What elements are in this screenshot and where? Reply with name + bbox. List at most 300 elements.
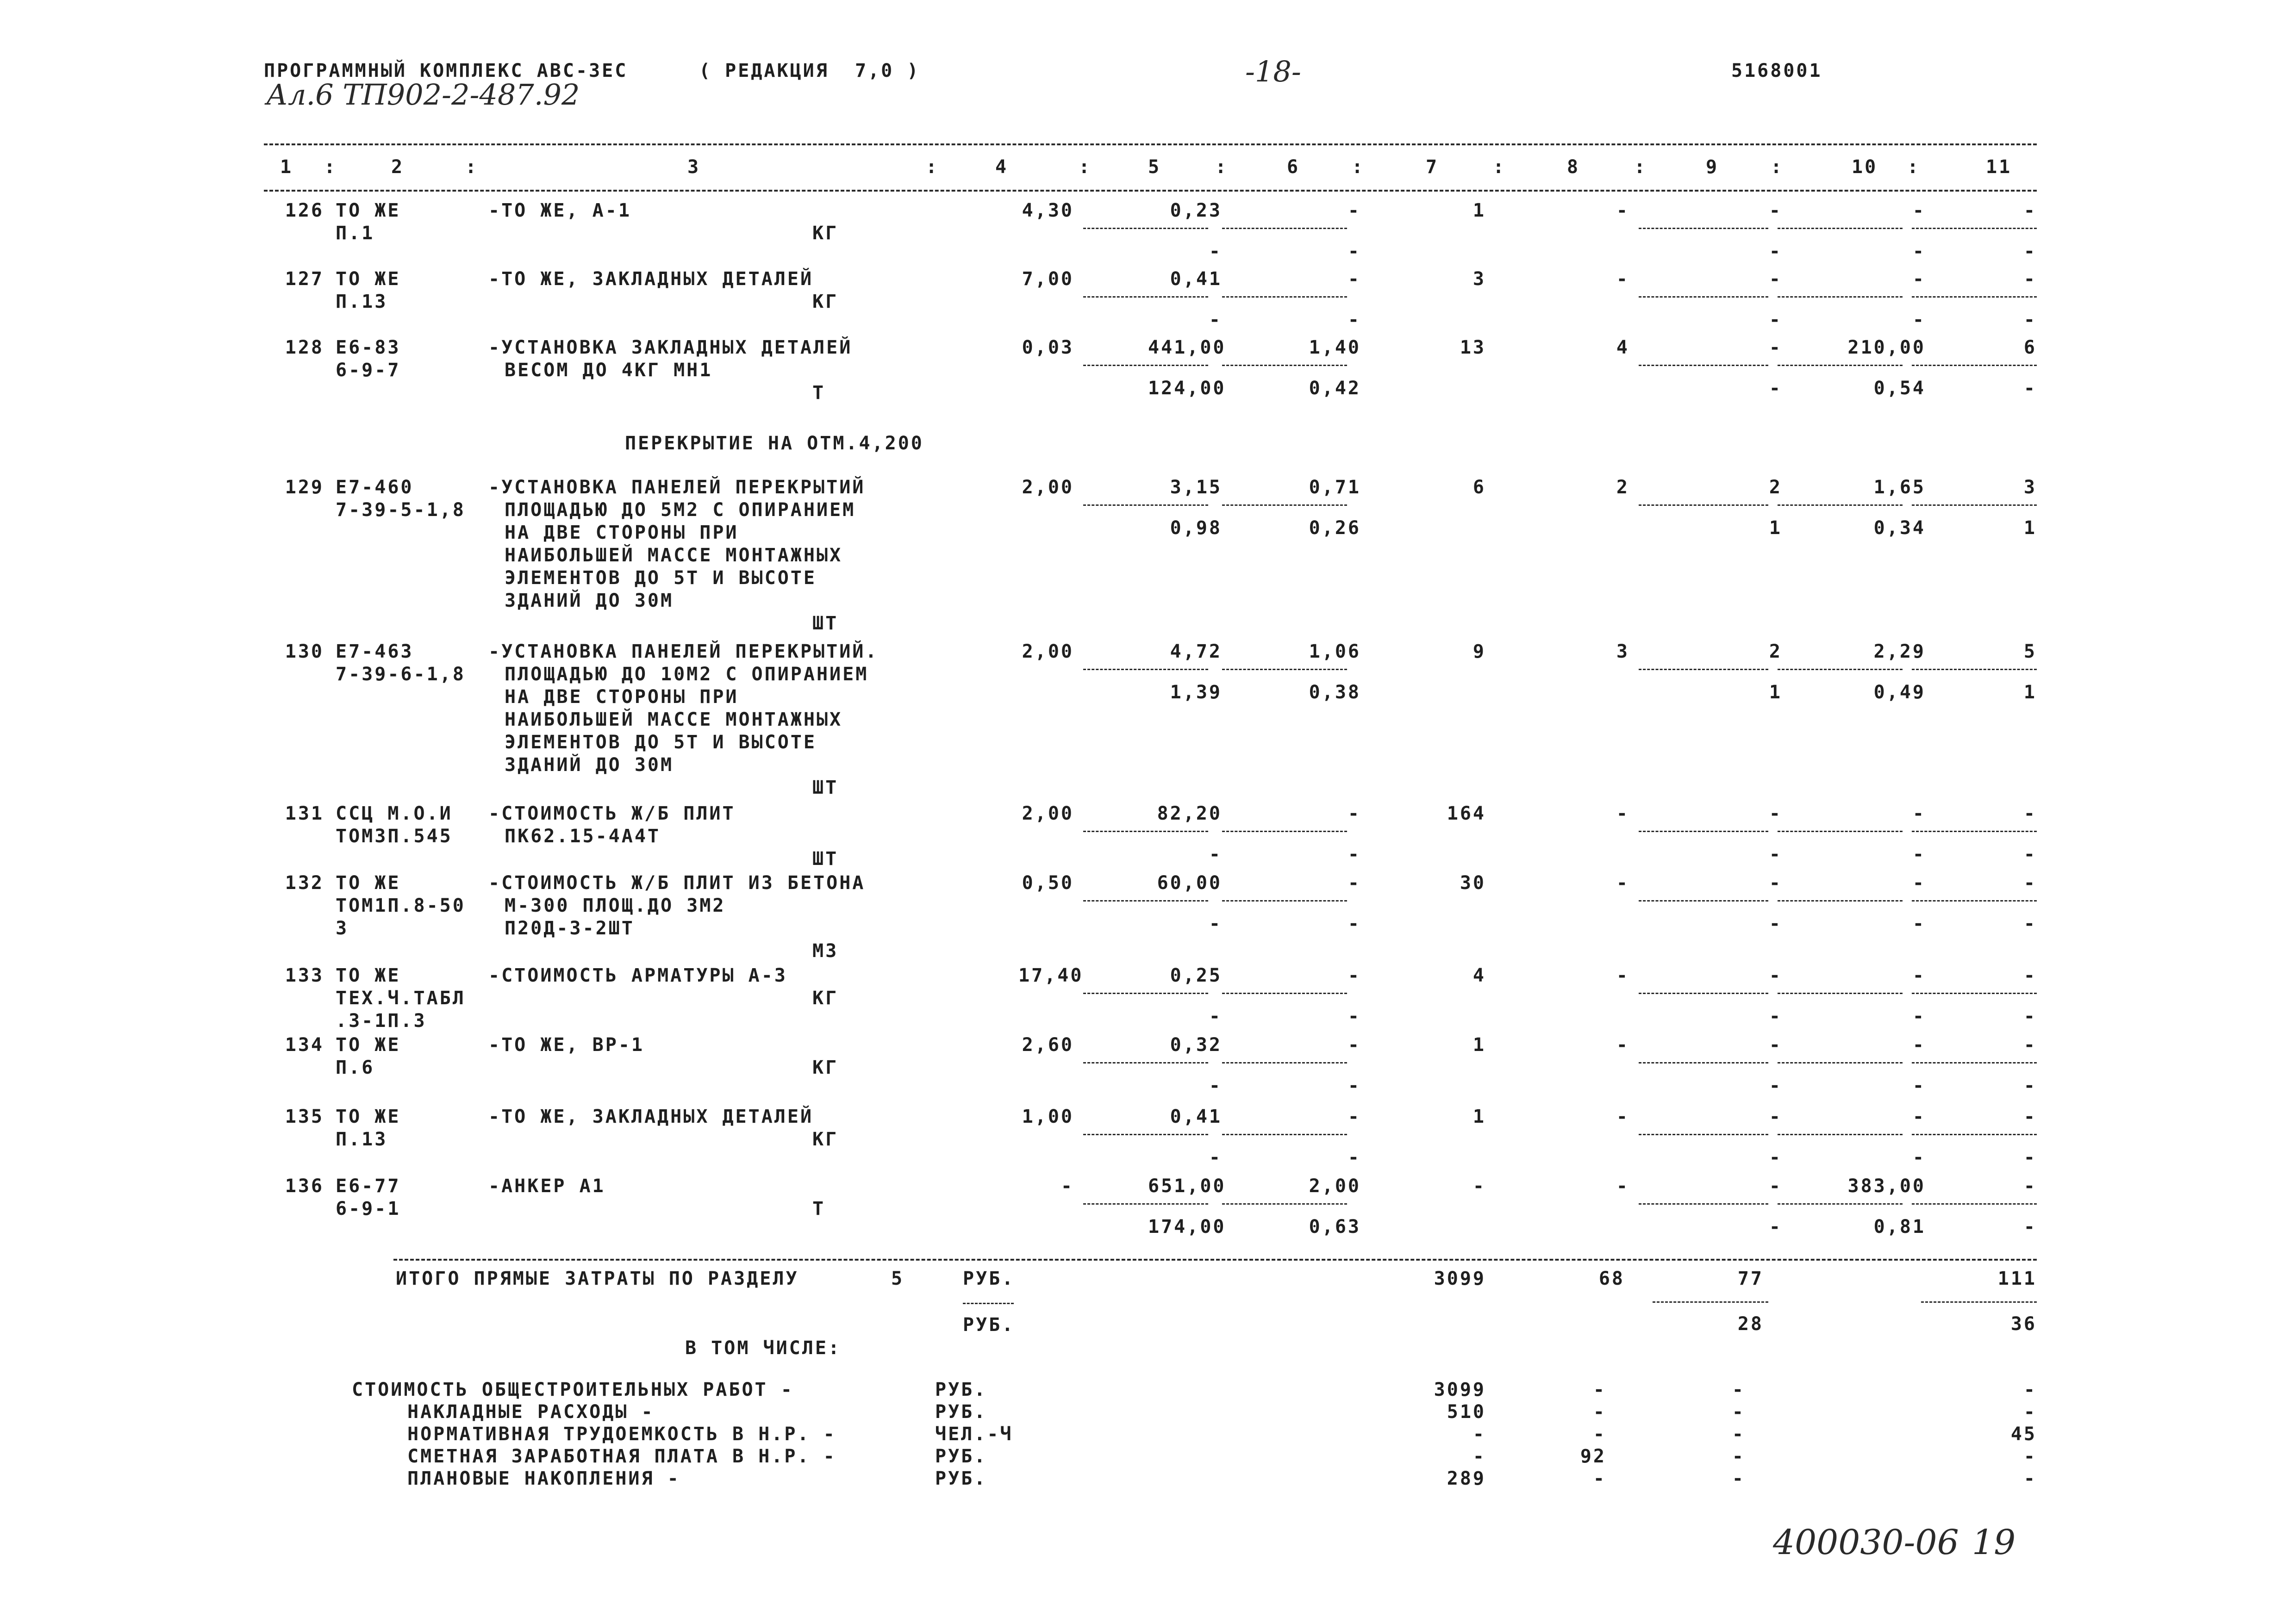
column-header-1: 1: [280, 156, 293, 178]
cell-c11: -: [2023, 1106, 2037, 1127]
stamp-number: 400030-06: [1773, 1523, 1959, 1562]
cell-c7: 30: [1460, 872, 1486, 894]
column-separator: :: [1079, 156, 1092, 178]
column-header-7: 7: [1426, 156, 1439, 178]
value-divider: [1083, 993, 1208, 994]
totals-section: 5: [891, 1268, 905, 1289]
cell-c4: -: [1061, 1175, 1074, 1197]
value-divider: [1912, 1134, 2037, 1135]
norm-code: ССЦ М.О.И: [336, 803, 453, 824]
breakdown-c9: -: [1732, 1379, 1745, 1400]
cell-c6: 0,71: [1309, 477, 1361, 498]
cell-c6b: -: [1348, 1075, 1361, 1096]
work-description: НА ДВЕ СТОРОНЫ ПРИ: [505, 522, 739, 543]
breakdown-c7: 289: [1447, 1468, 1486, 1489]
unit-of-measure: М3: [812, 940, 839, 962]
breakdown-c8: -: [1593, 1401, 1606, 1423]
value-divider: [1912, 228, 2037, 229]
breakdown-c7: -: [1472, 1424, 1486, 1445]
cell-c10: 210,00: [1847, 337, 1926, 358]
norm-code: П.6: [336, 1057, 375, 1078]
handwritten-reference: Ал.6 ТП902-2-487.92: [266, 78, 580, 112]
totals-c9: 77: [1737, 1268, 1764, 1289]
value-divider: [1912, 993, 2037, 994]
row-number: 132: [285, 872, 324, 894]
cell-c6: 1,40: [1309, 337, 1361, 358]
cell-c5b: -: [1209, 309, 1222, 330]
column-header-10: 10: [1852, 156, 1878, 178]
cell-c5: 0,41: [1170, 268, 1222, 290]
cell-c9: -: [1769, 872, 1782, 894]
totals-c11-rule: [1921, 1301, 2037, 1303]
value-divider: [1639, 900, 1768, 902]
column-header-11: 11: [1986, 156, 2012, 178]
cell-c10: 1,65: [1873, 477, 1926, 498]
work-description: -ТО ЖЕ, ВР-1: [488, 1034, 644, 1056]
cell-c6b: 0,38: [1309, 682, 1361, 703]
cell-c8: -: [1616, 1106, 1629, 1127]
norm-code: ТО ЖЕ: [336, 1106, 401, 1127]
work-description: -СТОИМОСТЬ Ж/Б ПЛИТ ИЗ БЕТОНА: [488, 872, 866, 894]
column-header-2: 2: [391, 156, 405, 178]
cell-c9: -: [1769, 337, 1782, 358]
value-divider: [1222, 993, 1347, 994]
cell-c8: -: [1616, 200, 1629, 221]
norm-code: ТО ЖЕ: [336, 872, 401, 894]
work-description: ПЛОЩАДЬЮ ДО 5М2 С ОПИРАНИЕМ: [505, 499, 856, 521]
breakdown-c11: -: [2023, 1401, 2037, 1423]
cell-c11: 6: [2023, 337, 2037, 358]
document-code: 5168001: [1731, 60, 1822, 81]
cell-c4: 0,03: [1022, 337, 1074, 358]
cell-c4: 2,00: [1022, 641, 1074, 662]
cell-c9b: -: [1769, 1075, 1782, 1096]
norm-code: Е7-463: [336, 641, 414, 662]
cell-c11b: -: [2023, 1147, 2037, 1168]
value-divider: [1778, 365, 1903, 366]
breakdown-c7: 3099: [1434, 1379, 1486, 1400]
cell-c11b: -: [2023, 1216, 2037, 1237]
norm-code: ТО ЖЕ: [336, 965, 401, 986]
cell-c5b: 174,00: [1148, 1216, 1226, 1237]
cell-c9b: -: [1769, 1006, 1782, 1027]
unit-of-measure: ШТ: [812, 777, 839, 798]
cell-c5b: -: [1209, 844, 1222, 865]
norm-code: 7-39-6-1,8: [336, 664, 466, 685]
norm-code: 6-9-1: [336, 1198, 401, 1219]
including-label: В ТОМ ЧИСЛЕ:: [685, 1337, 841, 1359]
cell-c9: 2: [1769, 641, 1782, 662]
breakdown-c9: -: [1732, 1468, 1745, 1489]
value-divider: [1222, 831, 1347, 832]
cell-c6: -: [1348, 872, 1361, 894]
column-separator: :: [1634, 156, 1647, 178]
breakdown-label: НАКЛАДНЫЕ РАСХОДЫ -: [407, 1401, 655, 1423]
breakdown-c8: -: [1593, 1468, 1606, 1489]
value-divider: [1639, 228, 1768, 229]
cell-c5: 0,32: [1170, 1034, 1222, 1056]
totals-c9-rule: [1653, 1301, 1768, 1303]
work-description: -ТО ЖЕ, А-1: [488, 200, 631, 221]
cell-c5b: -: [1209, 1006, 1222, 1027]
cell-c11b: -: [2023, 1075, 2037, 1096]
cell-c9: -: [1769, 803, 1782, 824]
column-separator: :: [926, 156, 939, 178]
value-divider: [1778, 504, 1903, 506]
work-description: П20Д-3-2ШТ: [505, 918, 635, 939]
value-divider: [1083, 669, 1208, 670]
cell-c7: 1: [1472, 1106, 1486, 1127]
cell-c8: -: [1616, 1034, 1629, 1056]
cell-c8: 4: [1616, 337, 1629, 358]
value-divider: [1083, 296, 1208, 298]
column-separator: :: [324, 156, 337, 178]
breakdown-c7: -: [1472, 1446, 1486, 1467]
cell-c10b: 0,34: [1873, 517, 1926, 539]
column-separator: :: [1215, 156, 1229, 178]
value-divider: [1912, 669, 2037, 670]
value-divider: [1083, 900, 1208, 902]
totals-unit2: РУБ.: [963, 1314, 1015, 1336]
norm-code: П.13: [336, 291, 388, 312]
breakdown-label: СТОИМОСТЬ ОБЩЕСТРОИТЕЛЬНЫХ РАБОТ -: [352, 1379, 794, 1400]
value-divider: [1912, 1062, 2037, 1063]
norm-code: Е7-460: [336, 477, 414, 498]
cell-c11b: -: [2023, 378, 2037, 399]
totals-c9b: 28: [1737, 1313, 1764, 1335]
unit-of-measure: Т: [812, 1198, 826, 1219]
cell-c5b: 1,39: [1170, 682, 1222, 703]
value-divider: [1778, 900, 1903, 902]
norm-code: 3: [336, 918, 349, 939]
work-description: -ТО ЖЕ, ЗАКЛАДНЫХ ДЕТАЛЕЙ: [488, 268, 814, 290]
row-number: 128: [285, 337, 324, 358]
breakdown-c11: -: [2023, 1379, 2037, 1400]
column-header-6: 6: [1287, 156, 1300, 178]
norm-code: ТОМ1П.8-50: [336, 895, 466, 916]
cell-c11b: -: [2023, 309, 2037, 330]
row-number: 133: [285, 965, 324, 986]
row-number: 126: [285, 200, 324, 221]
value-divider: [1222, 228, 1347, 229]
cell-c9b: -: [1769, 241, 1782, 262]
cell-c6: -: [1348, 200, 1361, 221]
cell-c6b: -: [1348, 241, 1361, 262]
cell-c10b: 0,49: [1873, 682, 1926, 703]
work-description: -АНКЕР А1: [488, 1175, 605, 1197]
value-divider: [1222, 1134, 1347, 1135]
value-divider: [1083, 831, 1208, 832]
breakdown-c11: -: [2023, 1446, 2037, 1467]
value-divider: [1083, 1062, 1208, 1063]
cell-c11b: 1: [2023, 517, 2037, 539]
cell-c6b: -: [1348, 1147, 1361, 1168]
norm-code: .3-1П.3: [336, 1010, 427, 1032]
cell-c5b: -: [1209, 913, 1222, 934]
cell-c5b: -: [1209, 1075, 1222, 1096]
cell-c9: -: [1769, 965, 1782, 986]
unit-of-measure: КГ: [812, 291, 839, 312]
cell-c6: -: [1348, 803, 1361, 824]
cell-c7: 3: [1472, 268, 1486, 290]
page-number: -18-: [1245, 55, 1301, 88]
cell-c10: -: [1912, 965, 1926, 986]
unit-of-measure: КГ: [812, 1057, 839, 1078]
norm-code: ТОМ3П.545: [336, 826, 453, 847]
cell-c7: 1: [1472, 1034, 1486, 1056]
cell-c11: -: [2023, 268, 2037, 290]
cell-c10b: 0,81: [1873, 1216, 1926, 1237]
cell-c8: -: [1616, 268, 1629, 290]
cell-c7: 1: [1472, 200, 1486, 221]
work-description: ВЕСОМ ДО 4КГ МН1: [505, 360, 713, 381]
cell-c6b: 0,63: [1309, 1216, 1361, 1237]
value-divider: [1083, 504, 1208, 506]
norm-code: П.13: [336, 1129, 388, 1150]
breakdown-c8: -: [1593, 1379, 1606, 1400]
work-description: ПК62.15-4А4Т: [505, 826, 661, 847]
program-title: ПРОГРАММНЫЙ КОМПЛЕКС АВС-3ЕС: [264, 60, 628, 81]
cell-c8: 3: [1616, 641, 1629, 662]
cell-c6: 1,06: [1309, 641, 1361, 662]
breakdown-c9: -: [1732, 1446, 1745, 1467]
cell-c8: -: [1616, 803, 1629, 824]
value-divider: [1639, 669, 1768, 670]
value-divider: [1083, 228, 1208, 229]
cell-c10b: -: [1912, 844, 1926, 865]
unit-of-measure: ШТ: [812, 848, 839, 870]
value-divider: [1222, 504, 1347, 506]
cell-c9: 2: [1769, 477, 1782, 498]
cell-c11b: -: [2023, 241, 2037, 262]
column-header-9: 9: [1706, 156, 1719, 178]
cell-c4: 2,00: [1022, 477, 1074, 498]
table-top-rule: [264, 143, 2037, 145]
cell-c5: 3,15: [1170, 477, 1222, 498]
cell-c10b: 0,54: [1873, 378, 1926, 399]
norm-code: 6-9-7: [336, 360, 401, 381]
value-divider: [1912, 900, 2037, 902]
breakdown-c8: 92: [1580, 1446, 1606, 1467]
work-description: ЭЛЕМЕНТОВ ДО 5Т И ВЫСОТЕ: [505, 732, 817, 753]
totals-c7: 3099: [1434, 1268, 1486, 1289]
cell-c10: -: [1912, 1034, 1926, 1056]
totals-unit: РУБ.: [963, 1268, 1015, 1289]
cell-c4: 1,00: [1022, 1106, 1074, 1127]
cell-c6b: -: [1348, 913, 1361, 934]
value-divider: [1778, 831, 1903, 832]
cell-c8: -: [1616, 965, 1629, 986]
cell-c8: -: [1616, 1175, 1629, 1197]
totals-c11b: 36: [2010, 1313, 2037, 1335]
unit-of-measure: КГ: [812, 223, 839, 244]
cell-c5: 441,00: [1148, 337, 1226, 358]
cell-c7: -: [1472, 1175, 1486, 1197]
cell-c11b: -: [2023, 844, 2037, 865]
work-description: ЭЛЕМЕНТОВ ДО 5Т И ВЫСОТЕ: [505, 567, 817, 589]
totals-c8: 68: [1598, 1268, 1625, 1289]
value-divider: [1639, 1203, 1768, 1205]
cell-c5: 651,00: [1148, 1175, 1226, 1197]
work-description: М-300 ПЛОЩ.ДО 3М2: [505, 895, 726, 916]
value-divider: [1912, 365, 2037, 366]
cell-c5b: 0,98: [1170, 517, 1222, 539]
norm-code: П.1: [336, 223, 375, 244]
value-divider: [1912, 1203, 2037, 1205]
cell-c10b: -: [1912, 241, 1926, 262]
breakdown-c11: 45: [2010, 1424, 2037, 1445]
cell-c6: -: [1348, 965, 1361, 986]
row-number: 135: [285, 1106, 324, 1127]
value-divider: [1778, 228, 1903, 229]
row-number: 131: [285, 803, 324, 824]
cell-c6b: -: [1348, 844, 1361, 865]
cell-c4: 2,60: [1022, 1034, 1074, 1056]
cell-c4: 4,30: [1022, 200, 1074, 221]
cell-c11: -: [2023, 1034, 2037, 1056]
unit-of-measure: КГ: [812, 988, 839, 1009]
cell-c10: -: [1912, 1106, 1926, 1127]
unit-of-measure: Т: [812, 382, 826, 404]
unit-of-measure: КГ: [812, 1129, 839, 1150]
cell-c7: 164: [1447, 803, 1486, 824]
breakdown-c9: -: [1732, 1424, 1745, 1445]
breakdown-label: СМЕТНАЯ ЗАРАБОТНАЯ ПЛАТА В Н.Р. -: [407, 1446, 836, 1467]
breakdown-label: НОРМАТИВНАЯ ТРУДОЕМКОСТЬ В Н.Р. -: [407, 1424, 836, 1445]
cell-c5: 82,20: [1157, 803, 1222, 824]
column-separator: :: [1907, 156, 1921, 178]
value-divider: [1222, 296, 1347, 298]
unit-of-measure: ШТ: [812, 613, 839, 634]
totals-unit-rule: [963, 1303, 1014, 1304]
cell-c6b: -: [1348, 309, 1361, 330]
norm-code: Е6-77: [336, 1175, 401, 1197]
cell-c9b: -: [1769, 913, 1782, 934]
cell-c6: 2,00: [1309, 1175, 1361, 1197]
work-description: -УСТАНОВКА ЗАКЛАДНЫХ ДЕТАЛЕЙ: [488, 337, 853, 358]
cell-c10b: -: [1912, 1075, 1926, 1096]
cell-c9: -: [1769, 1175, 1782, 1197]
value-divider: [1639, 365, 1768, 366]
value-divider: [1639, 296, 1768, 298]
value-divider: [1778, 993, 1903, 994]
sheet-number: 19: [1972, 1523, 2016, 1562]
column-separator: :: [1352, 156, 1365, 178]
cell-c10b: -: [1912, 913, 1926, 934]
value-divider: [1778, 1062, 1903, 1063]
cell-c5b: 124,00: [1148, 378, 1226, 399]
value-divider: [1639, 1134, 1768, 1135]
value-divider: [1222, 1203, 1347, 1205]
cell-c6b: 0,26: [1309, 517, 1361, 539]
cell-c6: -: [1348, 1034, 1361, 1056]
cell-c4: 2,00: [1022, 803, 1074, 824]
cell-c9: -: [1769, 200, 1782, 221]
cell-c10: 383,00: [1847, 1175, 1926, 1197]
value-divider: [1222, 1062, 1347, 1063]
cell-c11b: 1: [2023, 682, 2037, 703]
value-divider: [1778, 1203, 1903, 1205]
row-number: 127: [285, 268, 324, 290]
work-description: ЗДАНИЙ ДО 30М: [505, 754, 674, 776]
cell-c10b: -: [1912, 309, 1926, 330]
work-description: НАИБОЛЬШЕЙ МАССЕ МОНТАЖНЫХ: [505, 545, 843, 566]
cell-c4: 0,50: [1022, 872, 1074, 894]
breakdown-label: ПЛАНОВЫЕ НАКОПЛЕНИЯ -: [407, 1468, 680, 1489]
column-separator: :: [465, 156, 479, 178]
breakdown-c7: 510: [1447, 1401, 1486, 1423]
cell-c5b: -: [1209, 241, 1222, 262]
cell-c7: 13: [1460, 337, 1486, 358]
cell-c9: -: [1769, 1034, 1782, 1056]
work-description: НА ДВЕ СТОРОНЫ ПРИ: [505, 686, 739, 708]
work-description: -ТО ЖЕ, ЗАКЛАДНЫХ ДЕТАЛЕЙ: [488, 1106, 814, 1127]
value-divider: [1912, 831, 2037, 832]
value-divider: [1083, 1203, 1208, 1205]
cell-c9b: -: [1769, 378, 1782, 399]
value-divider: [1639, 1062, 1768, 1063]
value-divider: [1778, 669, 1903, 670]
row-number: 136: [285, 1175, 324, 1197]
breakdown-unit: РУБ.: [935, 1401, 987, 1423]
column-header-5: 5: [1148, 156, 1161, 178]
cell-c10: -: [1912, 200, 1926, 221]
cell-c11: -: [2023, 965, 2037, 986]
norm-code: 7-39-5-1,8: [336, 499, 466, 521]
norm-code: ТЕХ.Ч.ТАБЛ: [336, 988, 466, 1009]
cell-c11b: -: [2023, 1006, 2037, 1027]
work-description: -УСТАНОВКА ПАНЕЛЕЙ ПЕРЕКРЫТИЙ: [488, 477, 866, 498]
work-description: -СТОИМОСТЬ АРМАТУРЫ А-3: [488, 965, 787, 986]
value-divider: [1778, 1134, 1903, 1135]
cell-c7: 4: [1472, 965, 1486, 986]
cell-c9b: 1: [1769, 517, 1782, 539]
cell-c11: -: [2023, 803, 2037, 824]
cell-c6b: -: [1348, 1006, 1361, 1027]
cell-c7: 6: [1472, 477, 1486, 498]
column-separator: :: [1771, 156, 1784, 178]
cell-c5: 0,25: [1170, 965, 1222, 986]
row-number: 129: [285, 477, 324, 498]
breakdown-c11: -: [2023, 1468, 2037, 1489]
cell-c5: 60,00: [1157, 872, 1222, 894]
totals-c11: 111: [1997, 1268, 2037, 1289]
cell-c5: 0,41: [1170, 1106, 1222, 1127]
cell-c11: 5: [2023, 641, 2037, 662]
breakdown-unit: РУБ.: [935, 1446, 987, 1467]
work-description: ЗДАНИЙ ДО 30М: [505, 590, 674, 611]
work-description: -УСТАНОВКА ПАНЕЛЕЙ ПЕРЕКРЫТИЙ.: [488, 641, 879, 662]
cell-c10: -: [1912, 803, 1926, 824]
cell-c11: -: [2023, 200, 2037, 221]
section-heading: ПЕРЕКРЫТИЕ НА ОТМ.4,200: [625, 433, 924, 454]
work-description: -СТОИМОСТЬ Ж/Б ПЛИТ: [488, 803, 736, 824]
norm-code: ТО ЖЕ: [336, 200, 401, 221]
work-description: ПЛОЩАДЬЮ ДО 10М2 С ОПИРАНИЕМ: [505, 664, 869, 685]
cell-c6: -: [1348, 1106, 1361, 1127]
value-divider: [1222, 365, 1347, 366]
cell-c10: -: [1912, 268, 1926, 290]
cell-c5b: -: [1209, 1147, 1222, 1168]
cell-c9b: -: [1769, 1147, 1782, 1168]
row-number: 130: [285, 641, 324, 662]
cell-c10b: -: [1912, 1147, 1926, 1168]
breakdown-unit: ЧЕЛ.-Ч: [935, 1424, 1013, 1445]
column-header-8: 8: [1567, 156, 1580, 178]
cell-c6: -: [1348, 268, 1361, 290]
cell-c10: -: [1912, 872, 1926, 894]
cell-c8: -: [1616, 872, 1629, 894]
